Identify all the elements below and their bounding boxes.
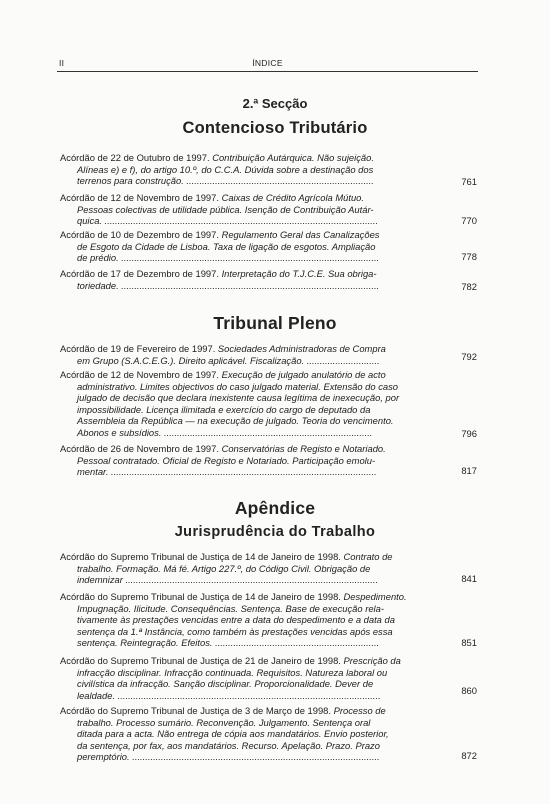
toc-page-number: 860 xyxy=(461,685,477,696)
toc-entry: Acórdão de 17 de Dezembro de 1997. Interpretação do T.J.C.E. Sua obriga- toriedade. ................................................................................................... xyxy=(60,268,380,291)
section-subtitle: 2.ª Secção xyxy=(242,96,308,111)
toc-entry: Acórdão de 10 de Dezembro de 1997. Regulamento Geral das Canalizações de Esgoto da Cidade de Lisboa. Taxa de ligação de esgotos. Ampliação de prédio. ................................................................................................... xyxy=(60,229,380,264)
toc-entry: Acórdão do Supremo Tribunal de Justiça de 3 de Março de 1998. Processo de trabalho. Processo sumário. Reconvenção. Julgamento. Sentença oral ditada para a acta. Não entrega de cópia aos mandatários. Envio posterior, da sentença, por fax, aos mandatários. Recurso. Apelação. Prazo. Prazo peremptório. ............................................................................................... xyxy=(60,705,389,763)
toc-page-number: 841 xyxy=(461,573,477,584)
toc-page-number: 761 xyxy=(461,176,477,187)
toc-entry: Acórdão do Supremo Tribunal de Justiça de 21 de Janeiro de 1998. Prescrição da infracção disciplinar. Infracção continuada. Requisitos. Natureza laboral ou civilística da infracção. Sanção disciplinar. Proporcionalidade. Dever de lealdade. ..................................................................................................... xyxy=(60,655,401,701)
toc-page-number: 872 xyxy=(461,750,477,761)
running-header xyxy=(57,57,478,72)
toc-page-number: 792 xyxy=(461,351,477,362)
section-subtitle: Jurisprudência do Trabalho xyxy=(174,524,376,540)
toc-entry: Acórdão de 26 de Novembro de 1997. Conservatórias de Registo e Notariado. Pessoal contratado. Oficial de Registo e Notariado. Participação emolu- mentar. ...................................................................................................... xyxy=(60,443,386,478)
running-title: ÍNDICE xyxy=(252,58,283,68)
toc-page-number: 770 xyxy=(461,215,477,226)
toc-entry: Acórdão de 12 de Novembro de 1997. Execução de julgado anulatório de acto administrativo. Limites objectivos do caso julgado material. Extensão do caso julgado de decisão que declara inexistente causa legítima de inexecução, por impossibilidade. Licença ilimitada e exercício do cargo de deputado da Assembleia da República — na execução de julgado. Teoria do vencimento. Abonos e subsídios. ................................................................................ xyxy=(60,369,400,438)
toc-page-number: 817 xyxy=(461,465,477,476)
toc-page-number: 796 xyxy=(461,428,477,439)
section-title: Contencioso Tributário xyxy=(182,119,368,137)
toc-page-number: 778 xyxy=(461,251,477,262)
section-title: Apêndice xyxy=(234,498,316,518)
toc-entry: Acórdão do Supremo Tribunal de Justiça de 14 de Janeiro de 1998. Contrato de trabalho. Formação. Má fé. Artigo 227.º, do Código Civil. Obrigação de indemnizar ................................................................................................. xyxy=(60,551,393,586)
toc-entry: Acórdão de 12 de Novembro de 1997. Caixas de Crédito Agrícola Mútuo. Pessoas colectivas de utilidade pública. Isenção de Contribuição Autár- quica. ......................................................................................................... xyxy=(60,192,379,227)
page-number: II xyxy=(59,58,65,68)
section-title: Tribunal Pleno xyxy=(213,313,337,333)
toc-page-number: 782 xyxy=(461,281,477,292)
toc-entry: Acórdão de 19 de Fevereiro de 1997. Sociedades Administradoras de Compra em Grupo (S.A.C.E.G.). Direito aplicável. Fiscalização. ............................ xyxy=(60,343,386,366)
toc-entry: Acórdão de 22 de Outubro de 1997. Contribuição Autárquica. Não sujeição. Alíneas e) e f), do artigo 10.º, do C.C.A. Dúvida sobre a destinação dos terrenos para construção. ........................................................................ xyxy=(60,152,374,187)
toc-page-number: 851 xyxy=(461,637,477,648)
toc-entry: Acórdão do Supremo Tribunal de Justiça de 14 de Janeiro de 1998. Despedimento. Impugnação. Ilicitude. Consequências. Sentença. Base de execução rela- tivamente às prestações vencidas entre a data do despedimento e a data da sentença da 1.ª Instância, como também às prestações vencidas após essa sentença. Reintegração. Efeitos. ............................................................... xyxy=(60,591,407,649)
